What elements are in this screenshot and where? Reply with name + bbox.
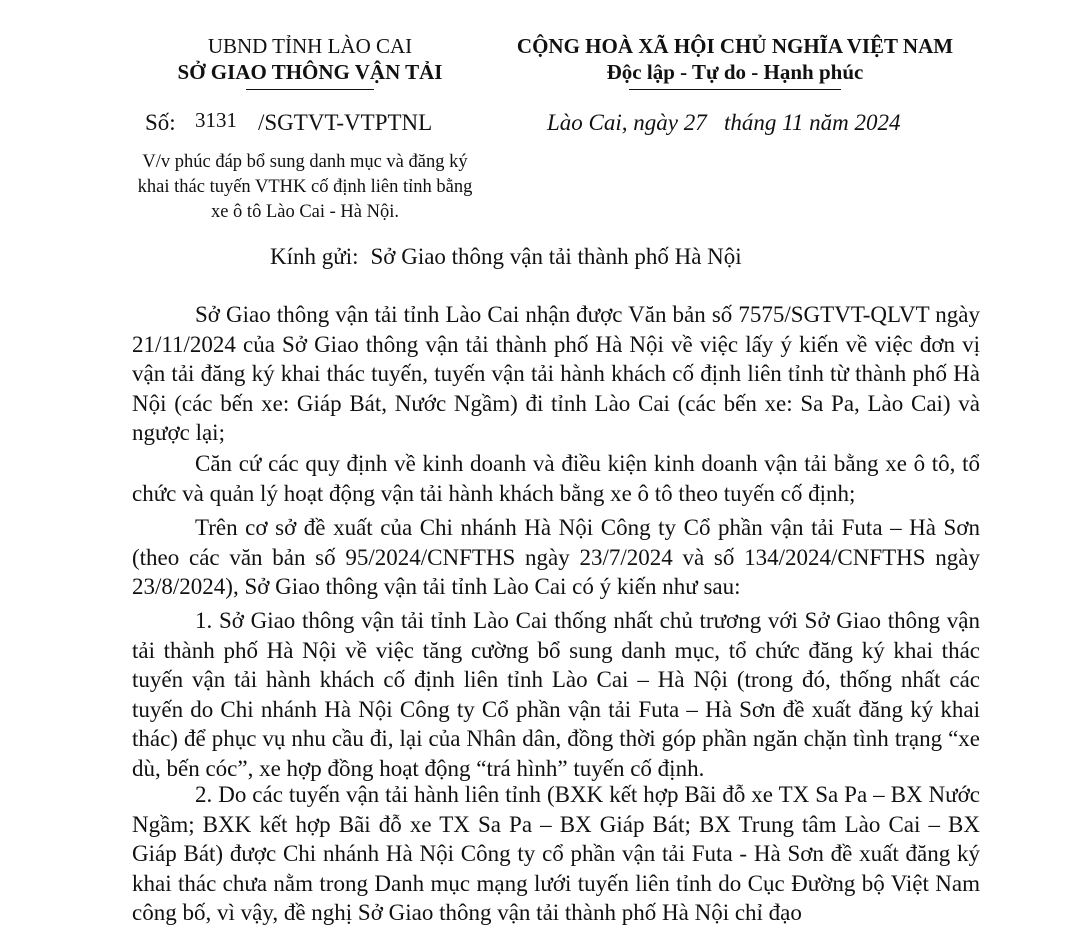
body-paragraph-1: Sở Giao thông vận tải tỉnh Lào Cai nhận được Văn bản số 7575/SGTVT-QLVT ngày 21/11/2024 của Sở Giao thông vận tải thành phố Hà Nội về việc lấy ý kiến về việc đơn vị vận tải đăng ký khai thác tuyến, tuyến vận tải hành khách cố định liên tỉnh từ thành phố Hà Nội (các bến xe: Giáp Bát, Nước Ngầm) đi tỉnh Lào Cai (các bến xe: Sa Pa, Lào Cai) và ngược lại;	[132, 302, 980, 445]
doc-number-label: Số:	[145, 110, 176, 135]
greeting-line	[270, 244, 742, 270]
doc-number-code: /SGTVT-VTPTNL	[258, 110, 433, 135]
greeting-recipient: Sở Giao thông vận tải thành phố Hà Nội	[370, 244, 742, 269]
document-subject: V/v phúc đáp bổ sung danh mục và đăng ký khai thác tuyến VTHK cố định liên tỉnh bằng xe ô tô Lào Cai - Hà Nội.	[137, 152, 473, 222]
body-paragraph-5: 2. Do các tuyến vận tải hành liên tỉnh (BXK kết hợp Bãi đỗ xe TX Sa Pa – BX Nước Ngầm; BXK kết hợp Bãi đỗ xe TX Sa Pa – BX Giáp Bát; BX Trung tâm Lào Cai – BX Giáp Bát) được Chi nhánh Hà Nội Công ty cổ phần vận tải Futa - Hà Sơn đề xuất đăng ký khai thác chưa nằm trong Danh mục mạng lưới tuyến liên tỉnh do Cục Đường bộ Việt Nam công bố, vì vậy, đề nghị Sở Giao thông vận tải thành phố Hà Nội chỉ đạo	[132, 782, 980, 925]
body-paragraph-3: Trên cơ sở đề xuất của Chi nhánh Hà Nội Công ty Cổ phần vận tải Futa – Hà Sơn (theo các văn bản số 95/2024/CNFTHS ngày 23/7/2024 và số 134/2024/CNFTHS ngày 23/8/2024), Sở Giao thông vận tải tỉnh Lào Cai có ý kiến như sau:	[132, 515, 980, 599]
issue-date: Lào Cai, ngày 27 tháng 11 năm 2024	[547, 110, 901, 135]
national-motto: Độc lập - Tự do - Hạnh phúc	[606, 60, 864, 84]
issuing-authority: UBND TỈNH LÀO CAI	[207, 34, 413, 58]
department-underline	[246, 89, 374, 90]
doc-number-value: 3131	[195, 108, 237, 132]
issuing-department: SỞ GIAO THÔNG VẬN TẢI	[177, 60, 443, 84]
body-paragraph-4: 1. Sở Giao thông vận tải tỉnh Lào Cai thống nhất chủ trương với Sở Giao thông vận tải thành phố Hà Nội về việc tăng cường bổ sung danh mục, tổ chức đăng ký khai thác tuyến vận tải hành khách cố định liên tỉnh Lào Cai – Hà Nội (trong đó, thống nhất các tuyến do Chi nhánh Hà Nội Công ty Cổ phần vận tải Futa – Hà Sơn đề xuất đăng ký khai thác) để phục vụ nhu cầu đi, lại của Nhân dân, đồng thời góp phần ngăn chặn tình trạng “xe dù, bến cóc”, xe hợp đồng hoạt động “trá hình” tuyến cố định.	[132, 608, 980, 781]
national-title: CỘNG HOÀ XÃ HỘI CHỦ NGHĨA VIỆT NAM	[516, 34, 954, 58]
greeting-label: Kính gửi:	[270, 244, 359, 269]
body-paragraph-2: Căn cứ các quy định về kinh doanh và điều kiện kinh doanh vận tải bằng xe ô tô, tổ chức và quản lý hoạt động vận tải hành khách bằng xe ô tô theo tuyến cố định;	[132, 451, 980, 506]
motto-underline	[629, 89, 841, 90]
